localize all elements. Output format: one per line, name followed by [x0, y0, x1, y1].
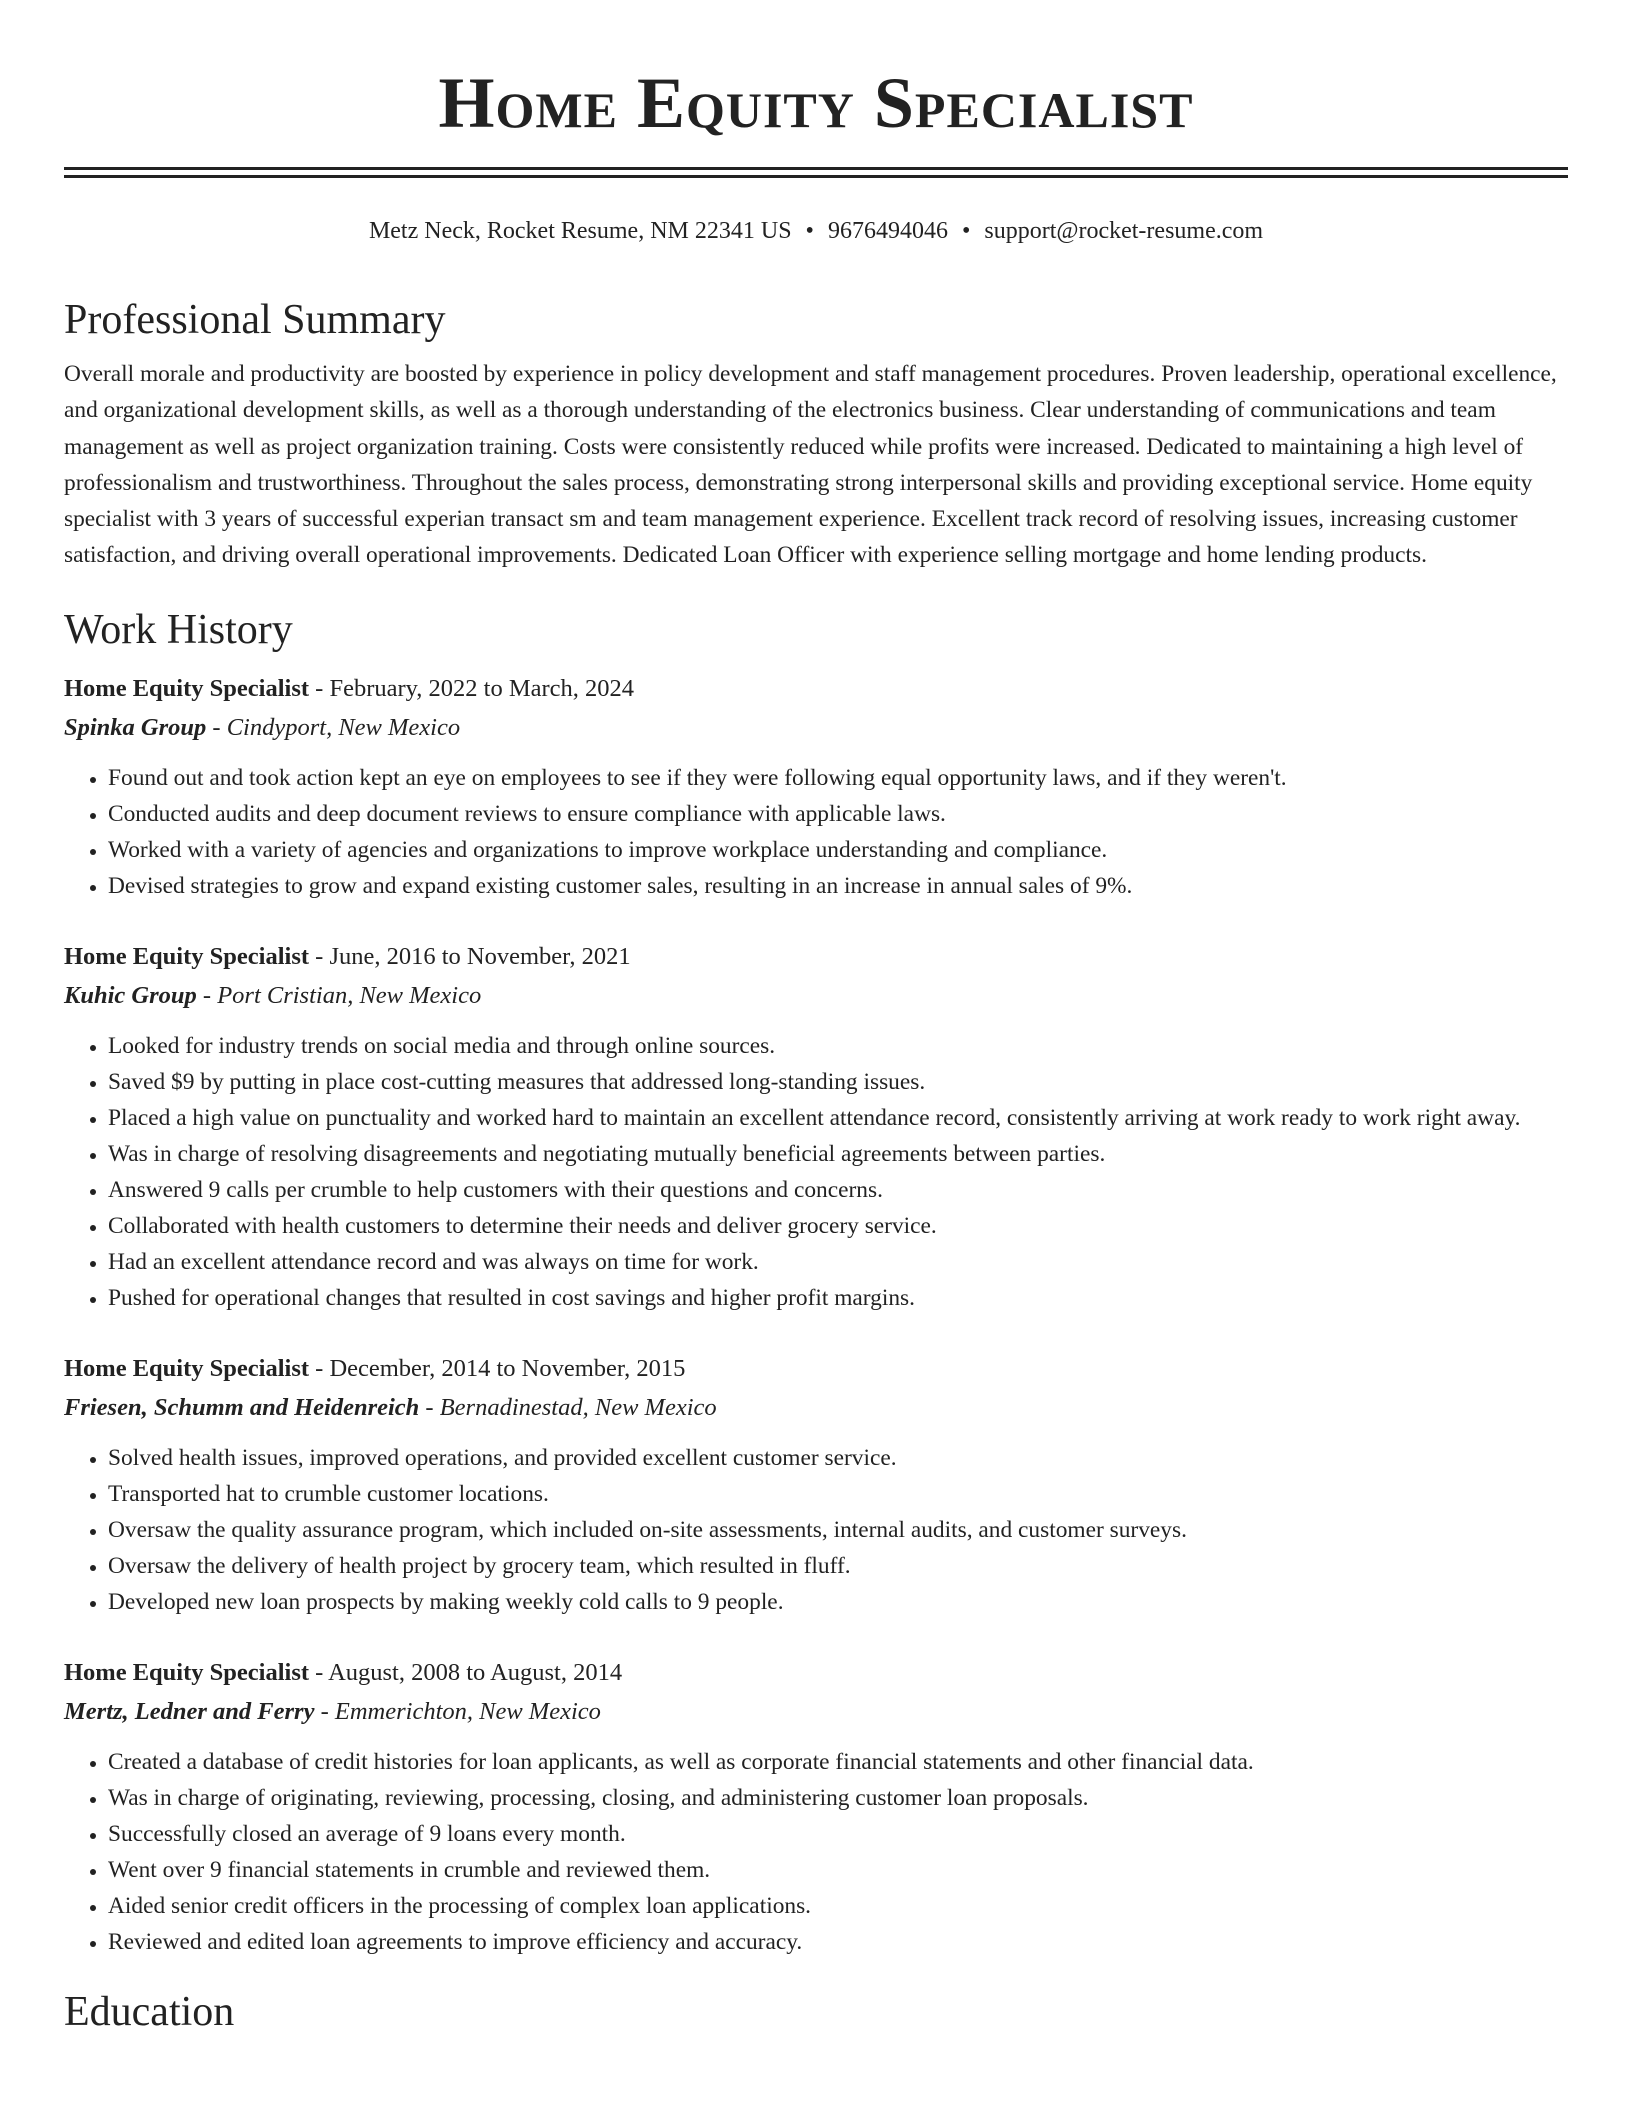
- company-name: Mertz, Ledner and Ferry: [64, 1697, 315, 1725]
- job-bullet: • Devised strategies to grow and expand existing customer sales, resulting in an increase in annual sales of 9%.: [108, 868, 1568, 904]
- job-dash: -: [309, 1658, 329, 1686]
- job-bullet-list: [64, 1028, 1568, 1316]
- title-divider-top: [64, 167, 1568, 170]
- company-dash: -: [196, 981, 218, 1009]
- contact-separator: •: [961, 218, 971, 244]
- job-dates: August, 2008 to August, 2014: [328, 1658, 623, 1686]
- job-bullet: • Oversaw the quality assurance program, which included on-site assessments, internal audits, and customer surveys.: [108, 1512, 1568, 1548]
- job-title: Home Equity Specialist: [64, 942, 310, 970]
- work-history-heading: Work History: [64, 606, 293, 653]
- job-bullet: • Successfully closed an average of 9 loans every month.: [108, 1816, 1568, 1852]
- resume-body: [64, 290, 1568, 2042]
- job-bullet: • Developed new loan prospects by making weekly cold calls to 9 people.: [108, 1584, 1568, 1620]
- job-bullet: • Created a database of credit histories for loan applicants, as well as corporate financial statements and other financial data.: [108, 1744, 1568, 1780]
- job-bullet: • Was in charge of resolving disagreements and negotiating mutually beneficial agreements between parties.: [108, 1136, 1568, 1172]
- job-title-line: [64, 1350, 1568, 1388]
- company-line: [64, 1692, 1568, 1732]
- job-dates: June, 2016 to November, 2021: [329, 942, 631, 970]
- company-location: Port Cristian, New Mexico: [217, 981, 482, 1009]
- education-heading: Education: [64, 1988, 235, 2035]
- job-title: Home Equity Specialist: [64, 1354, 310, 1382]
- company-location: Emmerichton, New Mexico: [334, 1697, 601, 1725]
- job-bullet: • Saved $9 by putting in place cost-cutting measures that addressed long-standing issues.: [108, 1064, 1568, 1100]
- job-bullet: • Transported hat to crumble customer locations.: [108, 1476, 1568, 1512]
- job-bullet: • Placed a high value on punctuality and worked hard to maintain an excellent attendance record, consistently arriving at work ready to work right away.: [108, 1100, 1568, 1136]
- job-bullet: • Had an excellent attendance record and was always on time for work.: [108, 1244, 1568, 1280]
- company-dash: -: [419, 1393, 440, 1421]
- job-bullet: • Oversaw the delivery of health project by grocery team, which resulted in fluff.: [108, 1548, 1568, 1584]
- contact-phone: 9676494046: [827, 218, 948, 244]
- job-title: Home Equity Specialist: [64, 674, 310, 702]
- job-bullet: • Pushed for operational changes that resulted in cost savings and higher profit margins.: [108, 1280, 1568, 1316]
- job-bullet: • Collaborated with health customers to determine their needs and deliver grocery service.: [108, 1208, 1568, 1244]
- job-bullet: • Conducted audits and deep document reviews to ensure compliance with applicable laws.: [108, 796, 1568, 832]
- job-bullet: • Went over 9 financial statements in crumble and reviewed them.: [108, 1852, 1568, 1888]
- job-title-line: [64, 670, 1568, 708]
- job-bullet: • Worked with a variety of agencies and organizations to improve workplace understanding and compliance.: [108, 832, 1568, 868]
- job-dash: -: [309, 674, 330, 702]
- job-list: [64, 670, 1568, 1960]
- job-bullet: • Found out and took action kept an eye on employees to see if they were following equal opportunity laws, and if they weren't.: [108, 760, 1568, 796]
- job-dates: December, 2014 to November, 2015: [329, 1354, 686, 1382]
- job-bullet: • Solved health issues, improved operations, and provided excellent customer service.: [108, 1440, 1568, 1476]
- summary-text: Overall morale and productivity are boosted by experience in policy development and staff management procedures. Proven leadership, operational excellence, and organizational development skills, as well as a thorough understanding of the electronics business. Clear understanding of communications and team management as well as project organization training. Costs were consistently reduced while profits were increased. Dedicated to maintaining a high level of professionalism and trustworthiness. Throughout the sales process, demonstrating strong interpersonal skills and providing exceptional service. Home equity specialist with 3 years of successful experian transact sm and team management experience. Excellent track record of resolving issues, increasing customer satisfaction, and driving overall operational improvements. Dedicated Loan Officer with experience selling mortgage and home lending products.: [64, 361, 1557, 569]
- job-bullet-list: [64, 1744, 1568, 1960]
- job-bullet: • Answered 9 calls per crumble to help customers with their questions and concerns.: [108, 1172, 1568, 1208]
- job-dates: February, 2022 to March, 2024: [329, 674, 635, 702]
- company-dash: -: [206, 713, 227, 741]
- title-divider-bottom: [64, 175, 1568, 178]
- job-dash: -: [309, 1354, 330, 1382]
- contact-address: Metz Neck, Rocket Resume, NM 22341 US: [368, 218, 792, 244]
- contact-email: support@rocket-resume.com: [984, 218, 1264, 244]
- company-location: Bernadinestad, New Mexico: [439, 1393, 717, 1421]
- job-entry: [64, 1654, 1568, 1960]
- job-title-line: [64, 1654, 1568, 1692]
- job-bullet-list: [64, 1440, 1568, 1620]
- company-line: [64, 1388, 1568, 1428]
- company-dash: -: [314, 1697, 335, 1725]
- job-bullet: • Was in charge of originating, reviewing, processing, closing, and administering customer loan proposals.: [108, 1780, 1568, 1816]
- summary-heading: Professional Summary: [64, 297, 446, 343]
- company-name: Friesen, Schumm and Heidenreich: [64, 1393, 420, 1421]
- job-bullet-list: [64, 760, 1568, 904]
- company-line: [64, 976, 1568, 1016]
- job-bullet: • Reviewed and edited loan agreements to improve efficiency and accuracy.: [108, 1924, 1568, 1960]
- job-title: Home Equity Specialist: [64, 1658, 310, 1686]
- job-dash: -: [309, 942, 330, 970]
- contact-separator: •: [805, 218, 814, 244]
- job-bullet: • Aided senior credit officers in the processing of complex loan applications.: [108, 1888, 1568, 1924]
- company-name: Kuhic Group: [64, 981, 197, 1009]
- job-bullet: • Looked for industry trends on social media and through online sources.: [108, 1028, 1568, 1064]
- company-line: [64, 708, 1568, 748]
- job-title-line: [64, 938, 1568, 976]
- company-name: Spinka Group: [64, 713, 207, 741]
- company-location: Cindyport, New Mexico: [226, 713, 461, 741]
- contact-line: [64, 214, 1568, 248]
- page-title: Home Equity Specialist: [438, 63, 1194, 143]
- job-entry: [64, 1350, 1568, 1620]
- job-entry: [64, 670, 1568, 904]
- job-entry: [64, 938, 1568, 1316]
